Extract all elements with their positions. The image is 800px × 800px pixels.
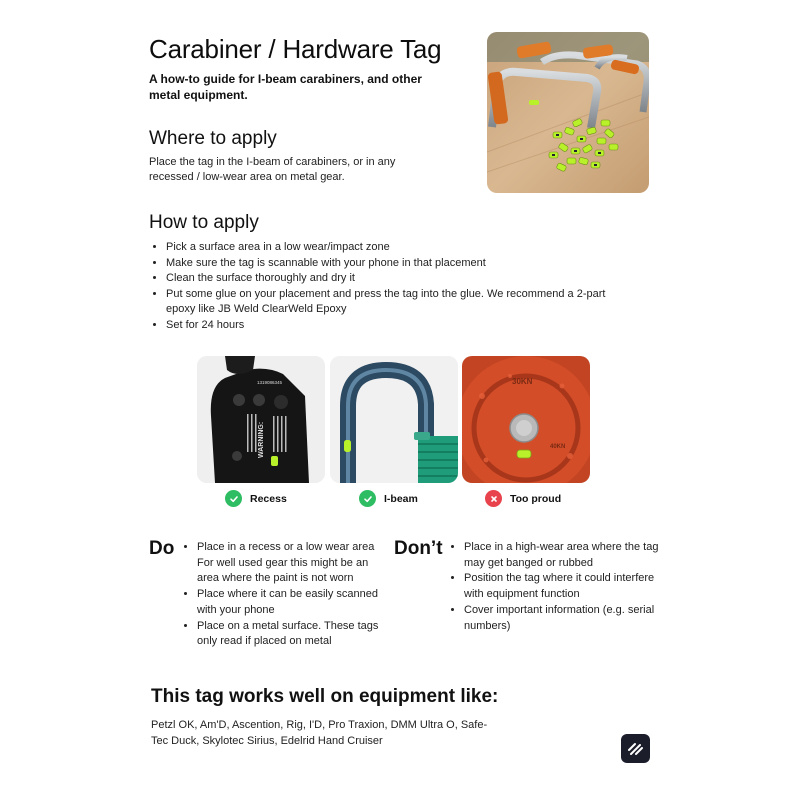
- x-icon: [485, 490, 502, 507]
- list-item: • Pick a surface area in a low wear/impact zone: [166, 240, 606, 256]
- hero-photo-carabiners: [487, 32, 649, 193]
- list-item: • Position the tag where it could interfere with equipment function: [464, 571, 664, 602]
- works-well-heading: This tag works well on equipment like:: [151, 686, 499, 707]
- list-item: • Place where it can be easily scanned with your phone: [197, 587, 392, 618]
- example-photo-recess: [197, 356, 325, 483]
- list-item: • Place in a recess or a low wear area For well used gear this might be an area where the paint is not worn: [197, 540, 392, 587]
- device-serial-text: 1319086345: [257, 380, 283, 385]
- check-icon: [359, 490, 376, 507]
- brand-logo-icon: [621, 734, 650, 763]
- do-list: [181, 540, 392, 650]
- list-item: • Place in a high-wear area where the tag may get banged or rubbed: [464, 540, 664, 571]
- caption-i-beam: [359, 490, 418, 507]
- list-item: • Clean the surface thoroughly and dry it: [166, 271, 606, 287]
- caption-too-proud: [485, 490, 561, 507]
- where-to-apply-text: Place the tag in the I-beam of carabiners, or in any recessed / low-wear area on metal gear.: [149, 156, 396, 183]
- example-photo-i-beam: [330, 356, 458, 483]
- caption-label: Recess: [250, 492, 287, 505]
- list-item: • Make sure the tag is scannable with your phone in that placement: [166, 256, 606, 272]
- caption-label: Too proud: [510, 492, 562, 505]
- caption-label: I-beam: [384, 492, 418, 505]
- example-photo-too-proud: [462, 356, 590, 483]
- list-item: • Place on a metal surface. These tags only read if placed on metal: [197, 619, 392, 650]
- works-well-list: Petzl OK, Am'D, Ascention, Rig, I'D, Pro Traxion, DMM Ultra O, Safe-Tec Duck, Skylotec Sirius, Edelrid Hand Cruiser: [151, 719, 488, 747]
- list-item: • Put some glue on your placement and press the tag into the glue. We recommend a 2-part epoxy like JB Weld ClearWeld Epoxy: [166, 287, 606, 318]
- page-subtitle: A how-to guide for I-beam carabiners, and other metal equipment.: [149, 72, 422, 102]
- do-heading: Do: [149, 538, 175, 559]
- where-to-apply-heading: Where to apply: [149, 128, 277, 149]
- device-warning-text: WARNING:: [258, 421, 265, 458]
- caption-recess: [225, 490, 287, 507]
- how-to-apply-heading: How to apply: [149, 212, 259, 233]
- list-item: • Cover important information (e.g. serial numbers): [464, 603, 664, 634]
- check-icon: [225, 490, 242, 507]
- page-title: Carabiner / Hardware Tag: [149, 34, 442, 64]
- pulley-rating-text: 30KN: [512, 377, 533, 386]
- dont-list: [448, 540, 664, 634]
- pulley-rating-side-text: 40KN: [550, 444, 566, 450]
- dont-heading: Don’t: [394, 538, 443, 559]
- list-item: • Set for 24 hours: [166, 318, 606, 334]
- how-to-apply-steps: [150, 240, 606, 334]
